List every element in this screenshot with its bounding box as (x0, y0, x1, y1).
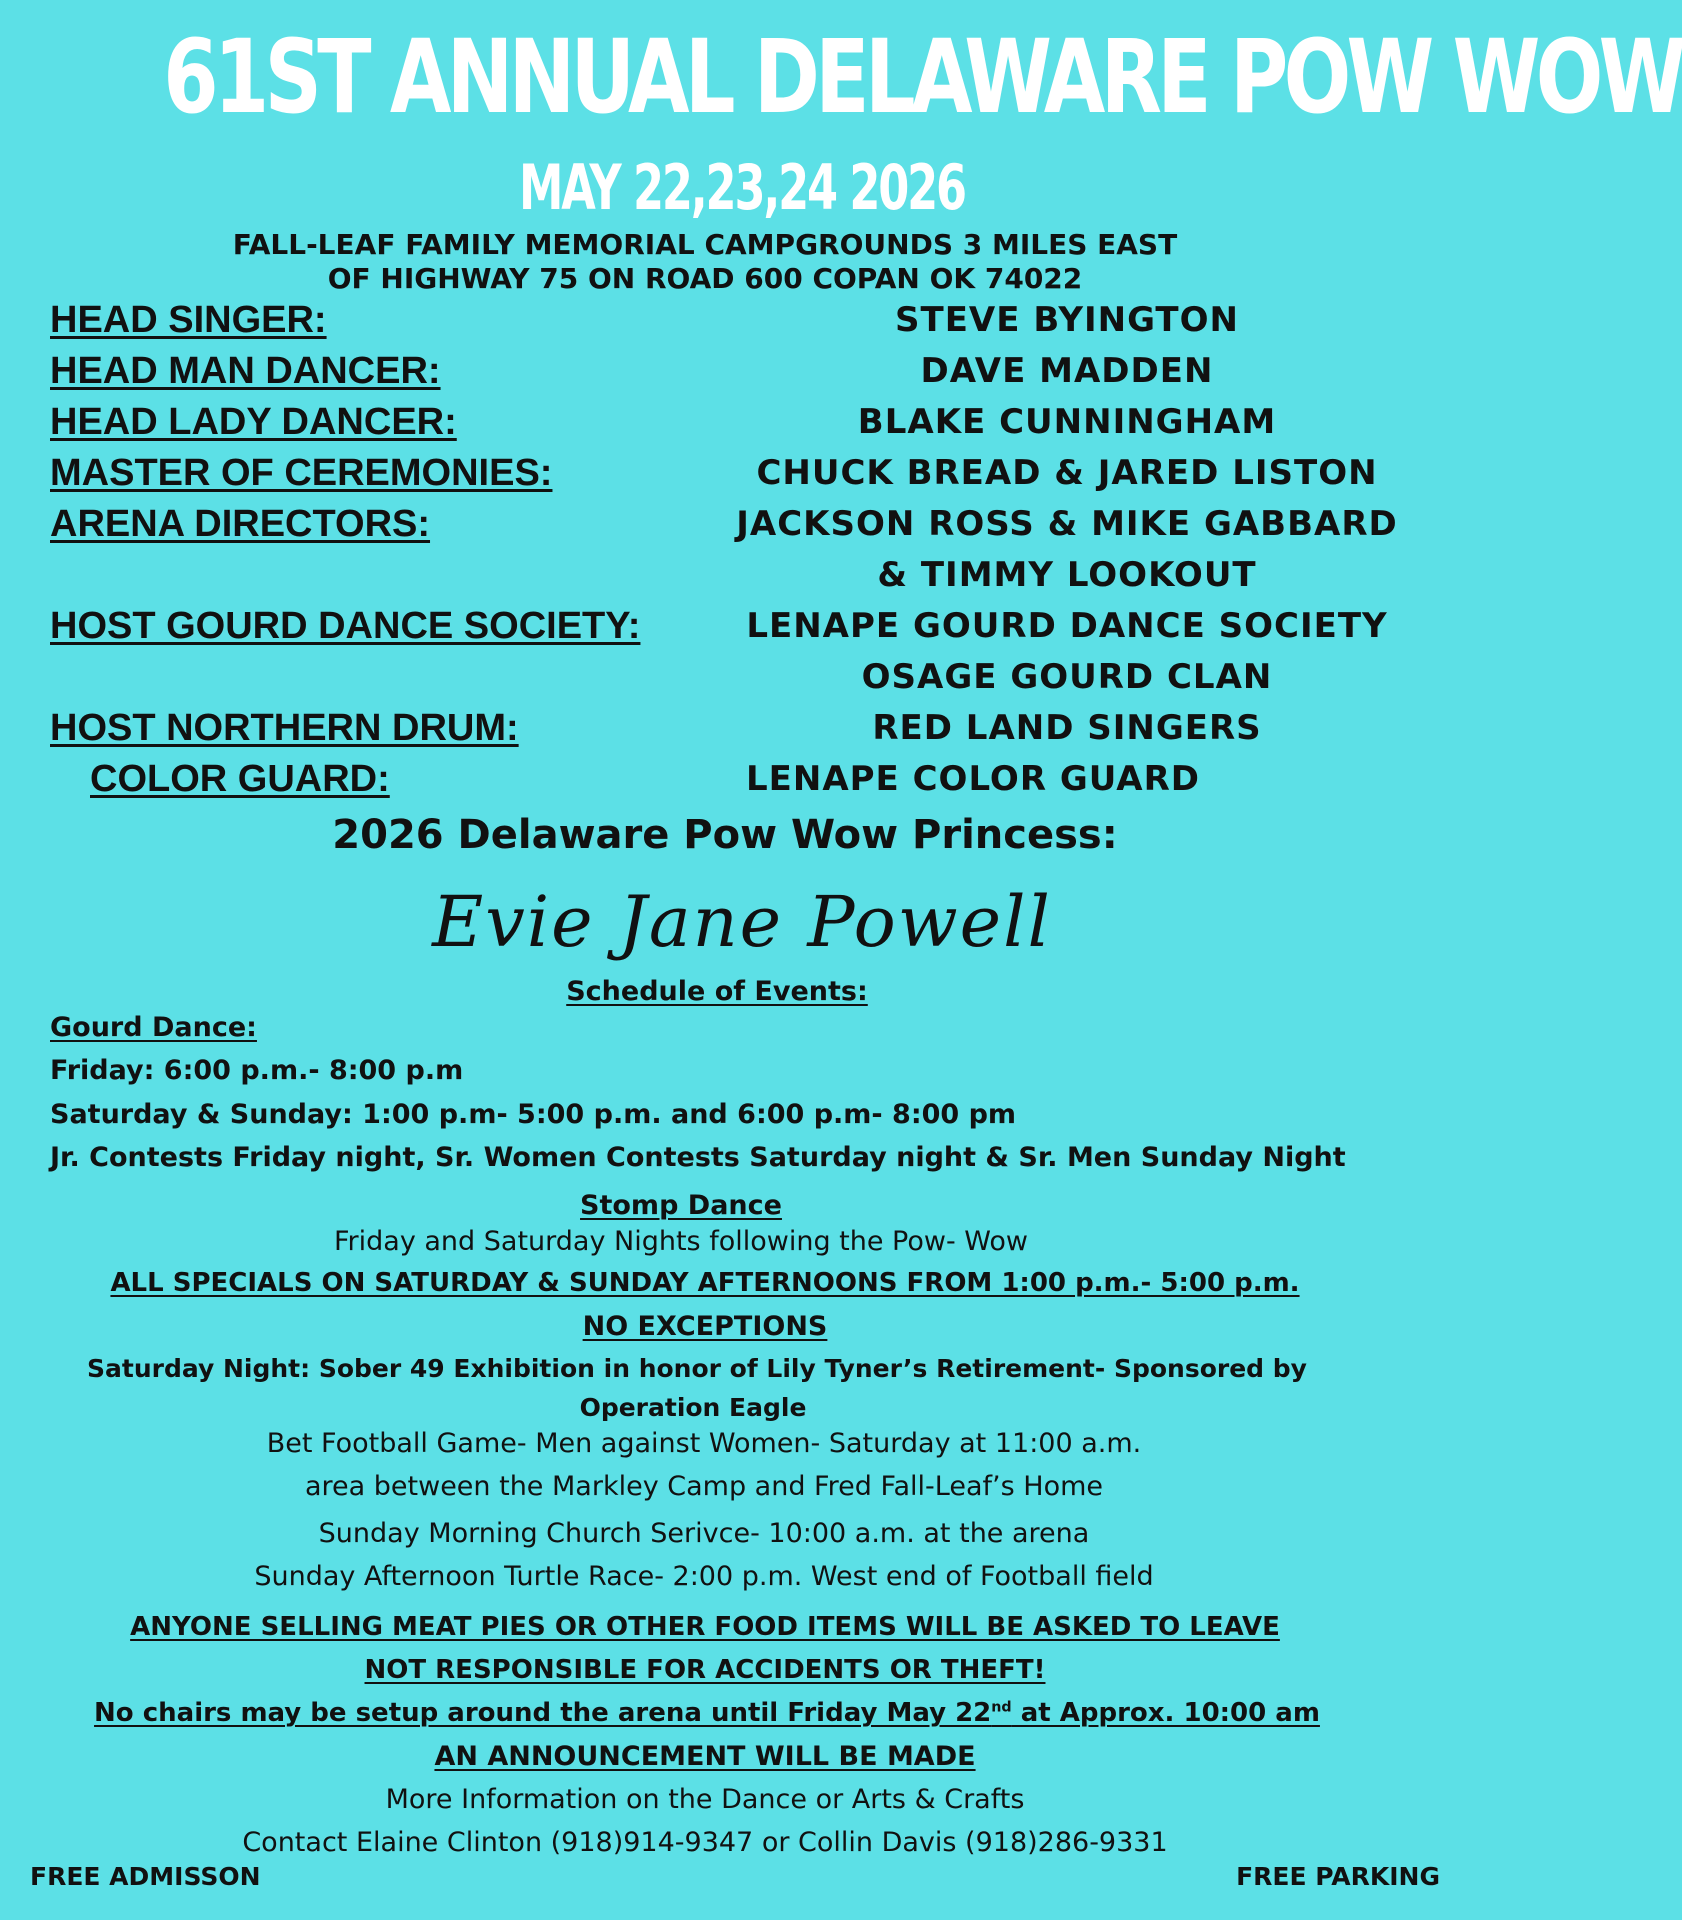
turtle-race: Sunday Afternoon Turtle Race- 2:00 p.m. West end of Football field (254, 1561, 1154, 1592)
gourd-dance-heading: Gourd Dance: (50, 1012, 257, 1043)
announcement-notice: AN ANNOUNCEMENT WILL BE MADE (434, 1741, 976, 1772)
princess-heading: 2026 Delaware Pow Wow Princess: (332, 812, 1118, 858)
role-arena-directors-label: ARENA DIRECTORS: (50, 503, 431, 545)
specials-notice: ALL SPECIALS ON SATURDAY & SUNDAY AFTERNOONS FROM 1:00 p.m.- 5:00 p.m. (110, 1268, 1300, 1298)
role-host-gourd-label: HOST GOURD DANCE SOCIETY: (50, 605, 641, 647)
chairs-notice-after: at Approx. 10:00 am (1011, 1698, 1320, 1728)
princess-name: Evie Jane Powell (432, 881, 1052, 963)
location-line-2: OF HIGHWAY 75 ON ROAD 600 COPAN OK 74022 (327, 262, 1083, 295)
free-parking: FREE PARKING (1236, 1862, 1440, 1891)
more-info: More Information on the Dance or Arts & Crafts (385, 1784, 1025, 1815)
event-location (0, 228, 1410, 296)
gourd-friday: Friday: 6:00 p.m.- 8:00 p.m (50, 1055, 464, 1086)
stomp-dance-heading: Stomp Dance (580, 1190, 782, 1221)
role-host-northern-drum-label: HOST NORTHERN DRUM: (50, 707, 519, 749)
food-notice: ANYONE SELLING MEAT PIES OR OTHER FOOD ITEMS WILL BE ASKED TO LEAVE (130, 1612, 1280, 1642)
role-head-lady-dancer-label: HEAD LADY DANCER: (50, 401, 457, 443)
free-admission: FREE ADMISSON (30, 1862, 261, 1891)
church-service: Sunday Morning Church Serivce- 10:00 a.m. at the arena (318, 1518, 1090, 1549)
no-exceptions: NO EXCEPTIONS (582, 1311, 828, 1342)
sober-49-line-1: Saturday Night: Sober 49 Exhibition in honor of Lily Tyner’s Retirement- Sponsored by (87, 1354, 1307, 1383)
chairs-notice-before: No chairs may be setup around the arena until Friday May 22 (94, 1698, 992, 1728)
role-arena-directors-name-2: & TIMMY LOOKOUT (877, 555, 1257, 595)
role-arena-directors-name: JACKSON ROSS & MIKE GABBARD (736, 504, 1398, 544)
event-title: 61ST ANNUAL DELAWARE POW WOW (163, 18, 1682, 137)
responsibility-notice: NOT RESPONSIBLE FOR ACCIDENTS OR THEFT! (364, 1655, 1046, 1685)
schedule-heading: Schedule of Events: (566, 976, 868, 1007)
role-master-of-ceremonies-name: CHUCK BREAD & JARED LISTON (756, 453, 1378, 493)
role-master-of-ceremonies-label: MASTER OF CEREMONIES: (50, 452, 553, 494)
contact-info: Contact Elaine Clinton (918)914-9347 or Collin Davis (918)286-9331 (242, 1827, 1168, 1858)
location-line-1: FALL-LEAF FAMILY MEMORIAL CAMPGROUNDS 3 MILES EAST (232, 228, 1178, 261)
role-head-lady-dancer-name: BLAKE CUNNINGHAM (857, 402, 1277, 442)
role-host-northern-drum-name: RED LAND SINGERS (872, 708, 1262, 748)
role-head-singer-label: HEAD SINGER: (50, 299, 327, 341)
role-head-singer-name: STEVE BYINGTON (895, 300, 1239, 340)
gourd-weekend: Saturday & Sunday: 1:00 p.m- 5:00 p.m. and 6:00 p.m- 8:00 pm (50, 1099, 1017, 1130)
role-host-gourd-name: LENAPE GOURD DANCE SOCIETY (746, 606, 1388, 646)
role-color-guard-name: LENAPE COLOR GUARD (745, 759, 1201, 799)
stomp-dance-text: Friday and Saturday Nights following the Pow- Wow (333, 1226, 1029, 1257)
role-head-man-dancer-name: DAVE MADDEN (920, 351, 1214, 391)
football-line-1: Bet Football Game- Men against Women- Saturday at 11:00 a.m. (266, 1428, 1142, 1459)
chairs-notice-suffix: nd (991, 1699, 1012, 1716)
role-head-man-dancer-label: HEAD MAN DANCER: (50, 350, 441, 392)
gourd-contests: Jr. Contests Friday night, Sr. Women Contests Saturday night & Sr. Men Sunday Night (50, 1142, 1346, 1173)
role-color-guard-label: COLOR GUARD: (90, 758, 390, 800)
role-host-gourd-name-2: OSAGE GOURD CLAN (861, 657, 1273, 697)
football-line-2: area between the Markley Camp and Fred Fall-Leaf’s Home (304, 1471, 1104, 1502)
sober-49-line-2: Operation Eagle (579, 1393, 807, 1422)
chairs-notice (0, 1698, 1414, 1728)
event-dates: MAY 22,23,24 2026 (519, 151, 965, 224)
